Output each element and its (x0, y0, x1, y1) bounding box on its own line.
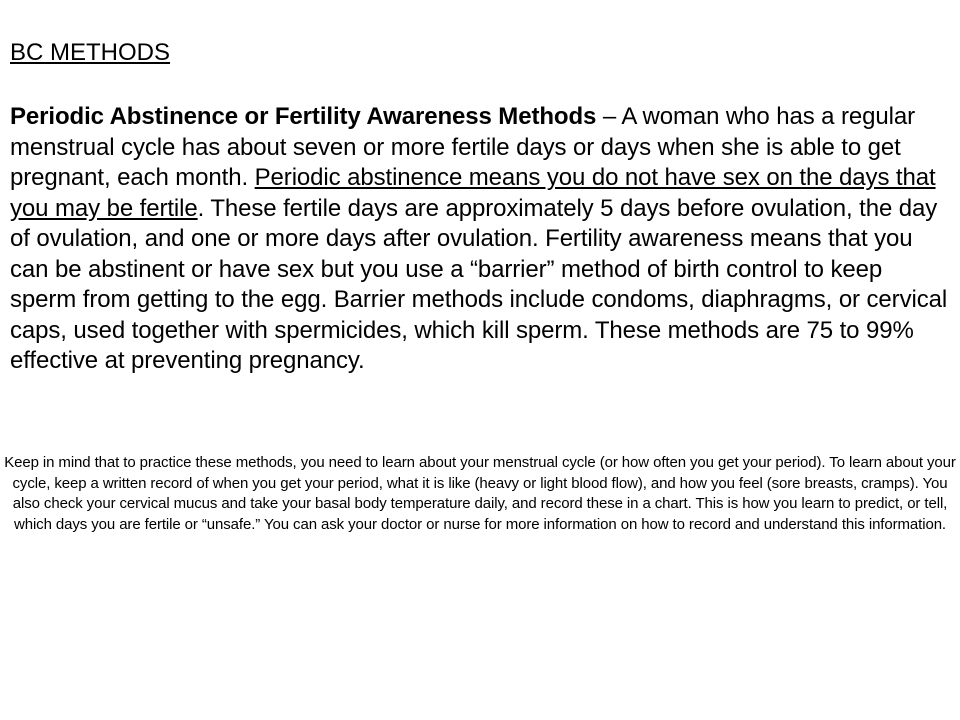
paragraph-lead: Periodic Abstinence or Fertility Awareness Methods (10, 103, 597, 130)
paragraph-text-1: – A woman who has a regular menstrual cycle has about seven or more fertile days or days when she is able to get pregnant, each month. (10, 103, 916, 191)
paragraph-underlined: Periodic abstinence means you do not have sex on the days that you may be fertile (10, 164, 936, 222)
slide-heading: BC METHODS (10, 39, 171, 66)
note-paragraph: Keep in mind that to practice these methods, you need to learn about your menstrual cycle (or how often you get your period). To learn about your cycle, keep a written record of when you get your period, what it is like (heavy or light blood flow), and how you feel (sore breasts, cramps). You also check your cervical mucus and take your basal body temperature daily, and record these in a chart. This is how you learn to predict, or tell, which days you are fertile or “unsafe.” You can ask your doctor or nurse for more information on how to record and understand this information. (4, 454, 956, 534)
paragraph-text-2: . These fertile days are approximately 5 days before ovulation, the day of ovulation, and one or more days after ovulation. Fertility awareness means that you can be abstinent or have sex but you use a “barrier” method of birth control to keep sperm from getting to the egg. Barrier methods include condoms, diaphragms, or cervical caps, used together with spermicides, which kill sperm. These methods are 75 to 99% effective at preventing pregnancy. (10, 194, 948, 374)
main-paragraph (10, 102, 950, 377)
